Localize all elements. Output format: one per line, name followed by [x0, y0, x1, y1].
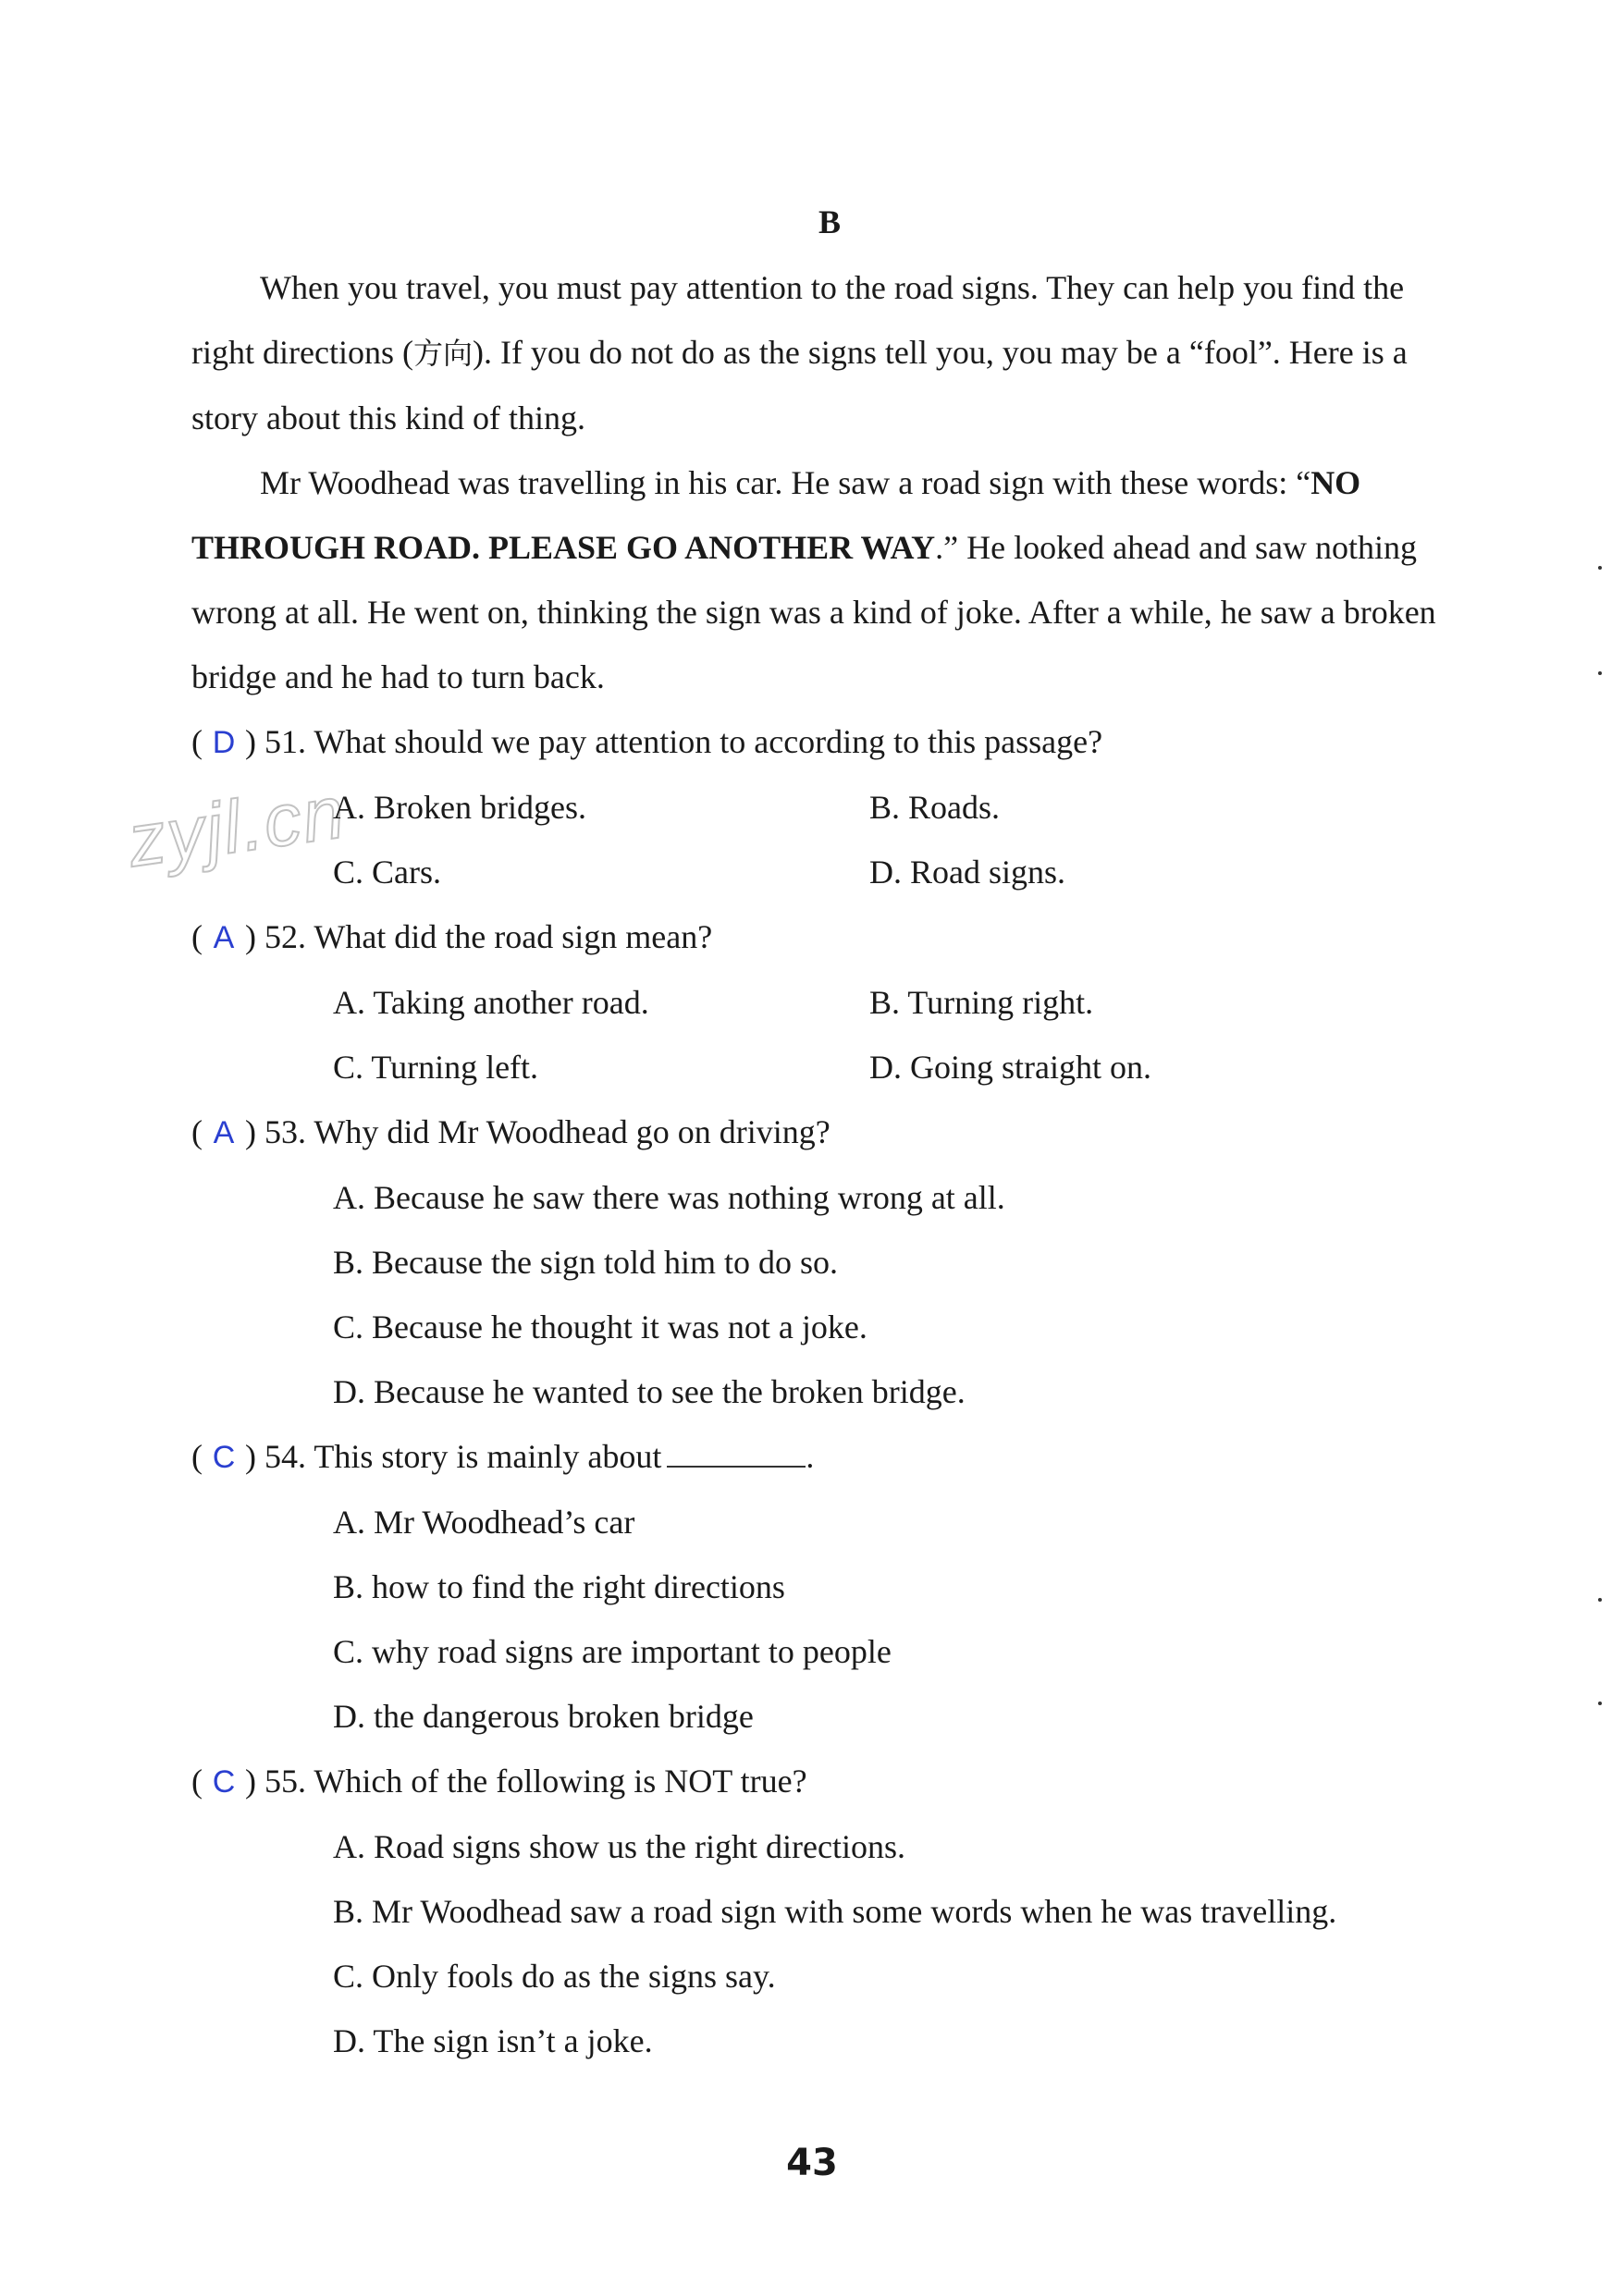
road-sign-quote: NO THROUGH ROAD. PLEASE GO ANOTHER WAY: [191, 464, 1361, 566]
option-b: B. Mr Woodhead saw a road sign with some words when he was travelling.: [333, 1893, 1337, 1930]
answer-mark: C: [212, 1440, 236, 1475]
section-title: B: [818, 203, 841, 240]
passage-text: .” He looked ahead and saw nothing wrong at all. He went on, thinking the sign was a kind of joke. After a while, he saw a broken bridge and he had to turn back.: [191, 529, 1436, 695]
margin-dot: [1598, 671, 1602, 675]
option-d: D. the dangerous broken bridge: [333, 1698, 754, 1735]
option-c: C. Because he thought it was not a joke.: [333, 1309, 867, 1345]
answer-mark: D: [212, 725, 236, 760]
page-number: 43: [786, 2142, 838, 2184]
question-52: [191, 904, 1468, 1100]
margin-dot: [1598, 566, 1602, 570]
question-stem: ( C ) 54. This story is mainly about .: [191, 1424, 1468, 1490]
option-a: A. Broken bridges.: [333, 789, 586, 826]
question-53: [191, 1100, 1468, 1424]
passage-text: Mr Woodhead was travelling in his car. He saw a road sign with these words: “: [260, 464, 1311, 501]
option-c: C. Turning left.: [333, 1049, 539, 1086]
question-stem: ( D ) 51. What should we pay attention to according to this passage?: [191, 709, 1468, 775]
option-b: B. how to find the right directions: [333, 1568, 785, 1605]
option-c: C. Only fools do as the signs say.: [333, 1958, 776, 1995]
passage-paragraph-1: [191, 255, 1468, 450]
option-c: C. Cars.: [333, 854, 441, 891]
option-a: A. Taking another road.: [333, 984, 649, 1021]
page-content: [191, 194, 1468, 2073]
watermark: zyjl.cn: [122, 769, 351, 883]
question-51: [191, 709, 1468, 904]
fill-in-blank: [667, 1442, 806, 1468]
chinese-gloss: 方向: [412, 336, 473, 371]
margin-dot: [1598, 1598, 1602, 1602]
option-c: C. why road signs are important to people: [333, 1633, 892, 1670]
question-stem: ( A ) 53. Why did Mr Woodhead go on driving?: [191, 1100, 1468, 1165]
option-d: D. Going straight on.: [869, 1049, 1151, 1086]
answer-mark: C: [212, 1764, 236, 1800]
answer-mark: A: [213, 920, 235, 955]
question-55: [191, 1749, 1468, 2073]
passage-text: When you travel, you must pay attention to the road signs. They can help you find the right directions (: [191, 269, 1405, 371]
margin-dot: [1598, 1702, 1602, 1705]
option-d: D. Because he wanted to see the broken bridge.: [333, 1373, 966, 1410]
option-list: [191, 970, 1468, 1100]
option-list: [191, 775, 1468, 904]
option-b: B. Because the sign told him to do so.: [333, 1244, 838, 1281]
option-list: [191, 1814, 1468, 2073]
question-stem: ( C ) 55. Which of the following is NOT true?: [191, 1749, 1468, 1814]
option-a: A. Road signs show us the right directions.: [333, 1828, 905, 1865]
option-d: D. Road signs.: [869, 854, 1066, 891]
option-b: B. Turning right.: [869, 984, 1094, 1021]
option-list: [191, 1165, 1468, 1424]
question-stem: ( A ) 52. What did the road sign mean?: [191, 904, 1468, 970]
option-a: A. Mr Woodhead’s car: [333, 1504, 635, 1541]
option-a: A. Because he saw there was nothing wrong at all.: [333, 1179, 1005, 1216]
passage-paragraph-2: [191, 450, 1468, 709]
option-list: [191, 1490, 1468, 1749]
option-d: D. The sign isn’t a joke.: [333, 2022, 653, 2059]
passage-text: ). If you do not do as the signs tell you, you may be a “fool”. Here is a story about this kind of thing.: [191, 334, 1408, 436]
question-54: [191, 1424, 1468, 1749]
answer-mark: A: [213, 1115, 235, 1150]
option-b: B. Roads.: [869, 789, 1001, 826]
